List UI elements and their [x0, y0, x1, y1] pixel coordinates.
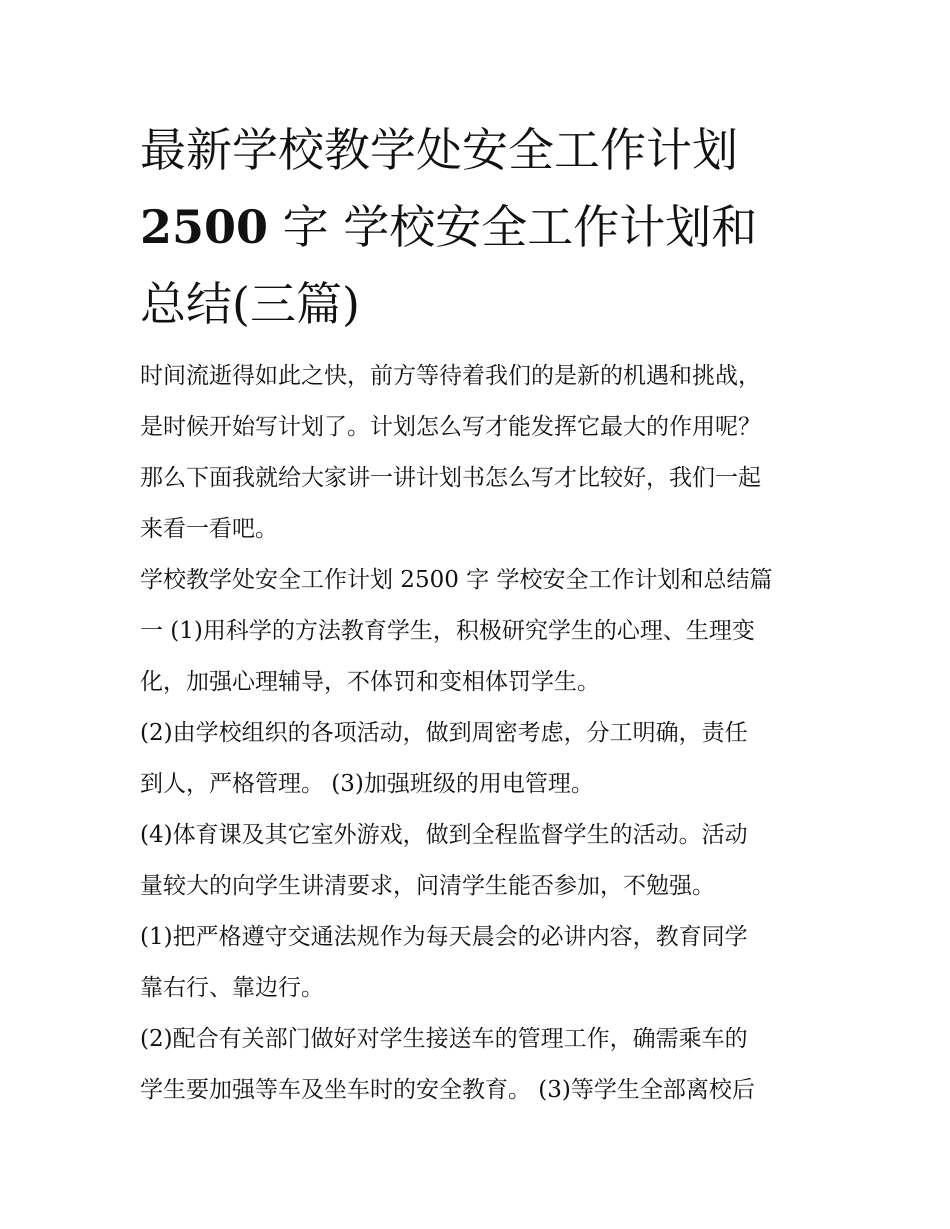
title-line-2-text: 字 学校安全工作计划和	[268, 200, 758, 254]
title-number: 2500	[140, 200, 269, 254]
paragraph-line: 到人，严格管理。 (3)加强班级的用电管理。	[140, 771, 594, 797]
paragraph-line: 那么下面我就给大家讲一讲计划书怎么写才比较好，我们一起	[140, 465, 761, 491]
paragraph-line: 时间流逝得如此之快，前方等待着我们的是新的机遇和挑战，	[140, 363, 761, 389]
paragraph-line: 来看一看吧。	[140, 516, 278, 542]
paragraph-intro	[140, 351, 820, 555]
paragraph-line: (2)配合有关部门做好对学生接送车的管理工作，确需乘车的	[140, 1026, 748, 1052]
paragraph-line: 化，加强心理辅导，不体罚和变相体罚学生。	[140, 669, 600, 695]
paragraph-traffic-1	[140, 912, 820, 1014]
paragraph-item-2	[140, 708, 820, 810]
document-title	[140, 112, 820, 343]
paragraph-line: 学生要加强等车及坐车时的安全教育。 (3)等学生全部离校后	[140, 1077, 755, 1103]
paragraph-section-1	[140, 555, 820, 708]
paragraph-line: (2)由学校组织的各项活动，做到周密考虑，分工明确，责任	[140, 720, 748, 746]
paragraph-line: 一 (1)用科学的方法教育学生，积极研究学生的心理、生理变	[140, 618, 755, 644]
paragraph-line: 是时候开始写计划了。计划怎么写才能发挥它最大的作用呢？	[140, 414, 761, 440]
document-page	[140, 112, 820, 1116]
paragraph-line: (1)把严格遵守交通法规作为每天晨会的必讲内容，教育同学	[140, 924, 748, 950]
title-line-1: 最新学校教学处安全工作计划	[140, 123, 738, 177]
paragraph-line: 靠右行、靠边行。	[140, 975, 324, 1001]
paragraph-line: 学校教学处安全工作计划 2500 字 学校安全工作计划和总结篇	[140, 567, 773, 593]
paragraph-traffic-2	[140, 1014, 820, 1116]
paragraph-line: 量较大的向学生讲清要求，问清学生能否参加，不勉强。	[140, 873, 715, 899]
paragraph-item-4	[140, 810, 820, 912]
paragraph-line: (4)体育课及其它室外游戏，做到全程监督学生的活动。活动	[140, 822, 748, 848]
title-line-3: 总结(三篇)	[140, 277, 360, 331]
title-line-2	[140, 189, 820, 266]
